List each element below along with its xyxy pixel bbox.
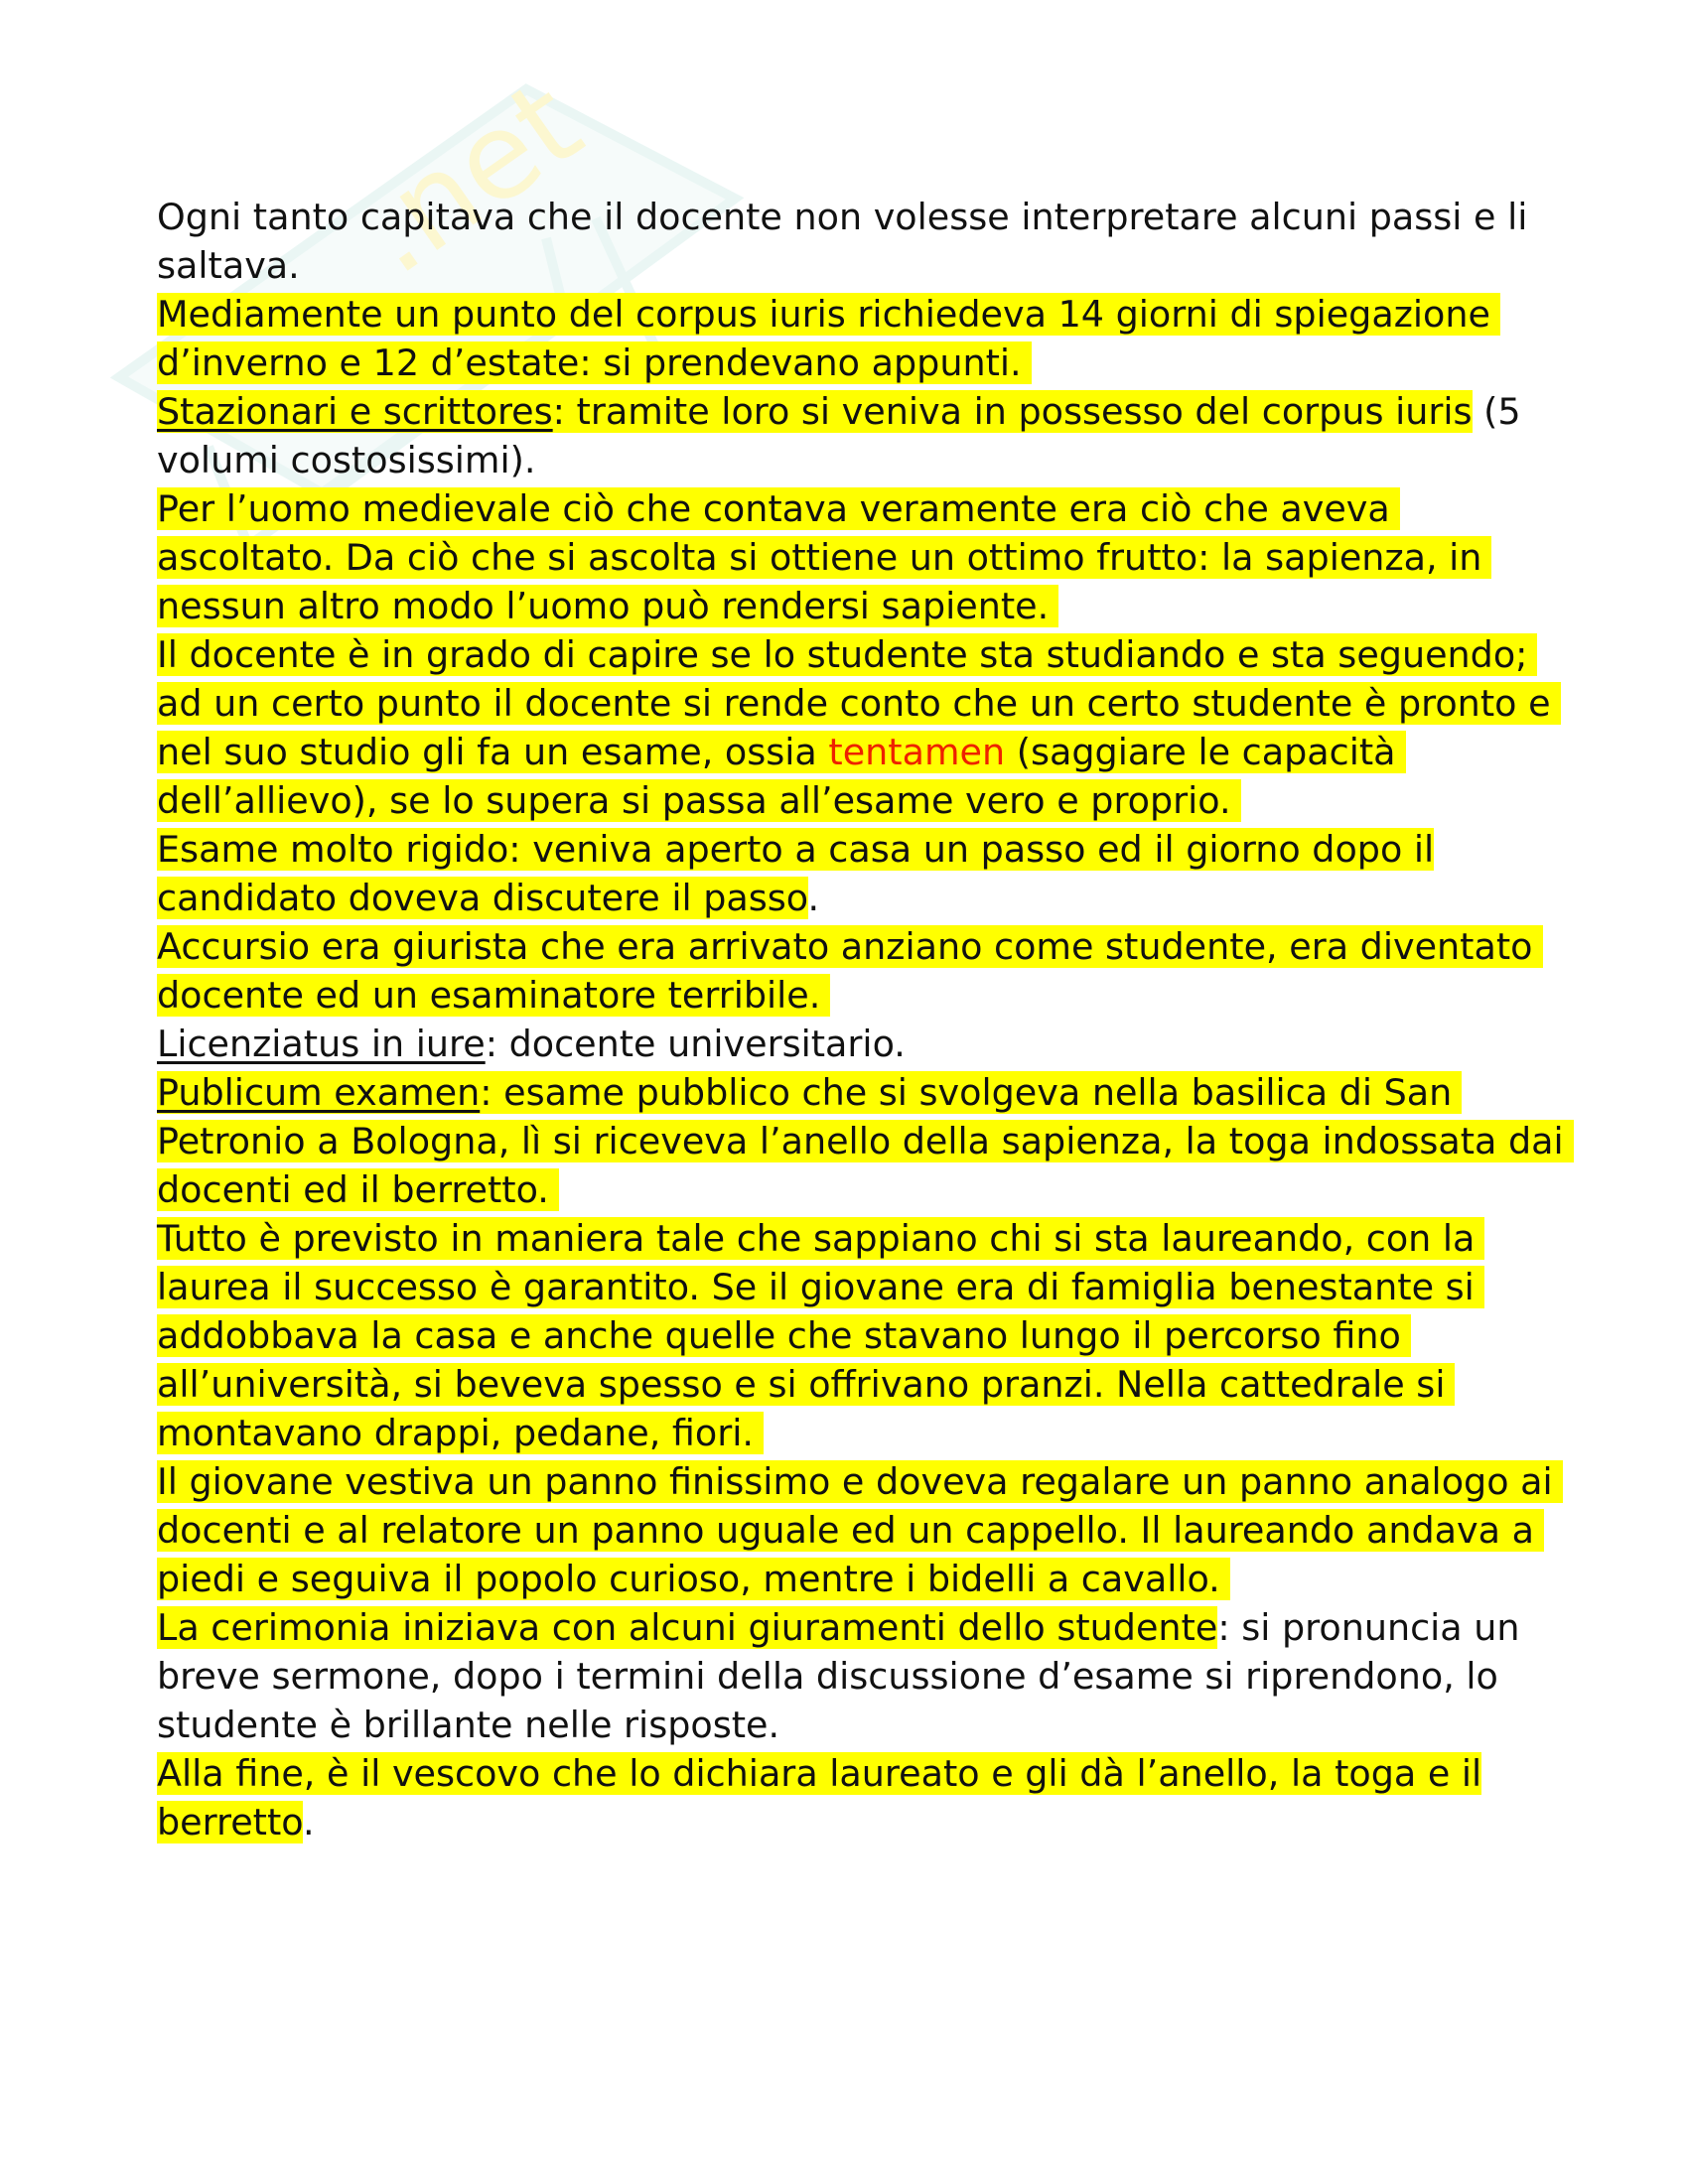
paragraph-11 (157, 1457, 1567, 1603)
paragraph-3-tail: (5 volumi costosissimi). (157, 390, 1521, 481)
svg-text:.net: .net (334, 55, 606, 302)
term-publicum-examen: Publicum examen (157, 1071, 481, 1114)
paragraph-10 (157, 1214, 1567, 1457)
paragraph-7-text: Accursio era giurista che era arrivato anziano come studente, era diventato docente ed un esaminatore terribile. (157, 925, 1543, 1017)
term-licenziatus: Licenziatus in iure (157, 1023, 486, 1065)
paragraph-7 (157, 922, 1567, 1020)
paragraph-6-text: Esame molto rigido: veniva aperto a casa un passo ed il giorno dopo il candidato doveva discutere il passo (157, 828, 1435, 919)
paragraph-10-text: Tutto è previsto in maniera tale che sappiano chi si sta laureando, con la laurea il successo è garantito. Se il giovane era di famiglia benestante si addobbava la casa e anche quelle che stavano lungo il percorso fino all’università, si beveva spesso e si offrivano pranzi. Nella cattedrale si montavano drappi, pedane, fiori. (157, 1217, 1484, 1454)
paragraph-8 (157, 1020, 1567, 1068)
paragraph-9 (157, 1068, 1567, 1214)
paragraph-1 (157, 193, 1567, 290)
paragraph-5-text: Il docente è in grado di capire se lo studente sta studiando e sta seguendo; ad un certo punto il docente si rende conto che un certo studente è pronto e nel suo studio gli fa un esame, ossia (157, 633, 1551, 773)
paragraph-2 (157, 290, 1567, 387)
document-body (157, 193, 1567, 1846)
paragraph-6-tail: . (807, 877, 820, 919)
paragraph-3 (157, 387, 1567, 484)
paragraph-9-text: : esame pubblico che si svolgeva nella basilica di San Petronio a Bologna, lì si riceveva l’anello della sapienza, la toga indossata dai docenti ed il berretto. (157, 1071, 1564, 1211)
paragraph-12 (157, 1603, 1567, 1749)
paragraph-13-tail: . (302, 1801, 315, 1843)
term-stazionari: Stazionari e scrittores (157, 390, 553, 433)
paragraph-5-tail: (saggiare le capacità dell’allievo), se lo supera si passa all’esame vero e proprio. (157, 731, 1396, 822)
paragraph-5 (157, 630, 1567, 825)
paragraph-4 (157, 484, 1567, 630)
paragraph-8-text: : docente universitario. (485, 1023, 906, 1065)
paragraph-11-text: Il giovane vestiva un panno finissimo e doveva regalare un panno analogo ai docenti e al relatore un panno uguale ed un cappello. Il laureando andava a piedi e seguiva il popolo curioso, mentre i bidelli a cavallo. (157, 1460, 1563, 1600)
paragraph-3-text: : tramite loro si veniva in possesso del corpus iuris (552, 390, 1473, 433)
paragraph-1-text: Ogni tanto capitava che il docente non volesse interpretare alcuni passi e li saltava. (157, 196, 1528, 287)
paragraph-12-text: La cerimonia iniziava con alcuni giuramenti dello studente (157, 1606, 1218, 1649)
paragraph-4-text: Per l’uomo medievale ciò che contava veramente era ciò che aveva ascoltato. Da ciò che si ascolta si ottiene un ottimo frutto: la sapienza, in nessun altro modo l’uomo può rendersi sapiente. (157, 487, 1491, 627)
term-tentamen: tentamen (828, 731, 1006, 773)
paragraph-12-tail: : si pronuncia un breve sermone, dopo i termini della discussione d’esame si riprendono, lo studente è brillante nelle risposte. (157, 1606, 1520, 1746)
paragraph-6 (157, 825, 1567, 922)
paragraph-13-text: Alla fine, è il vescovo che lo dichiara laureato e gli dà l’anello, la toga e il berretto (157, 1752, 1482, 1843)
paragraph-2-text: Mediamente un punto del corpus iuris richiedeva 14 giorni di spiegazione d’inverno e 12 d’estate: si prendevano appunti. (157, 293, 1500, 384)
paragraph-13 (157, 1749, 1567, 1846)
